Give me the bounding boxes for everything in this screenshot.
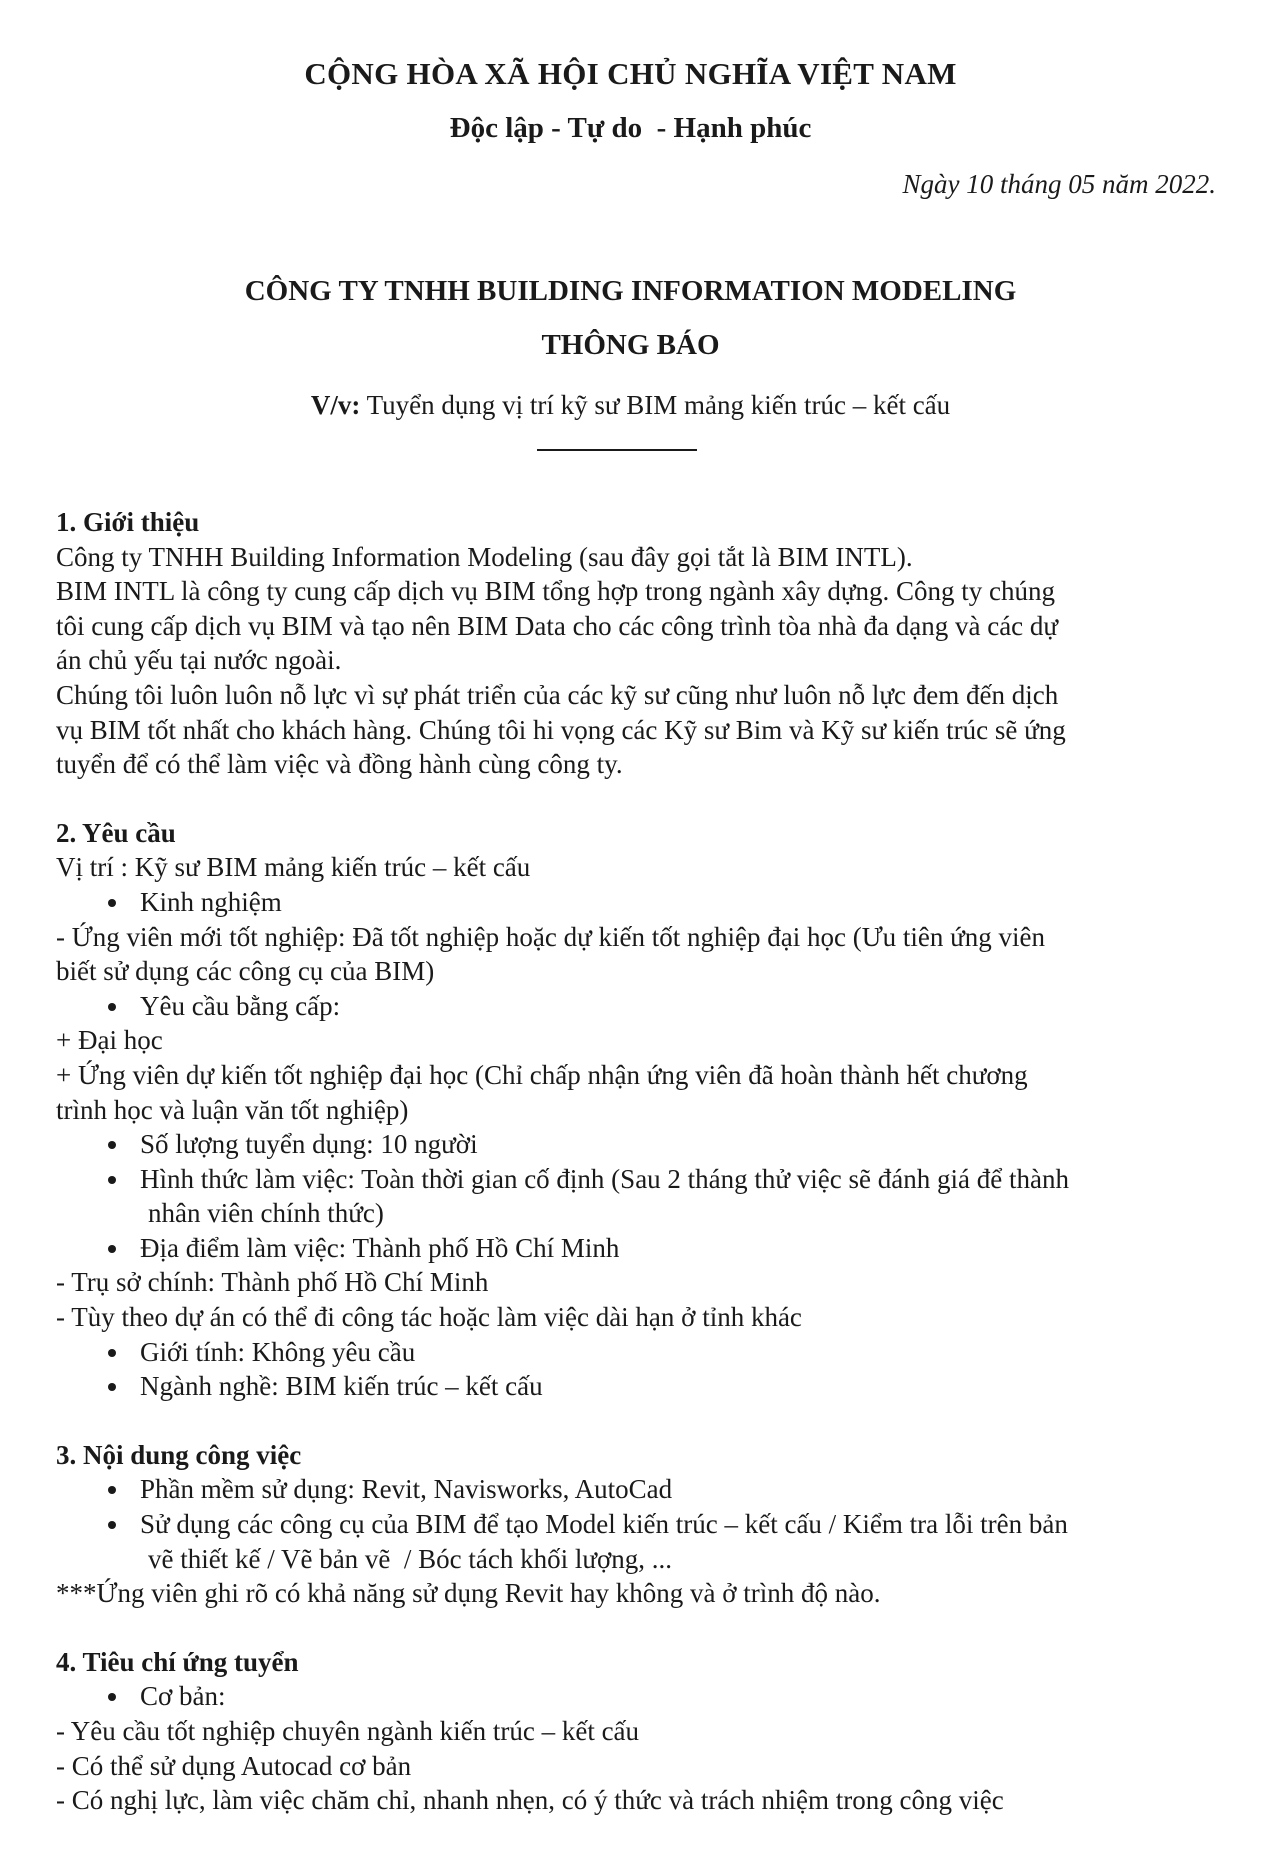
bullet-item: Yêu cầu bằng cấp: [56, 989, 1226, 1024]
paragraph-line: BIM INTL là công ty cung cấp dịch vụ BIM tổng hợp trong ngành xây dựng. Công ty chúng [56, 576, 1056, 607]
note-line: ***Ứng viên ghi rõ có khả năng sử dụng Revit hay không và ở trình độ nào. [56, 1578, 881, 1609]
bullet-item: Giới tính: Không yêu cầu [56, 1335, 1226, 1370]
bullet-item: Số lượng tuyển dụng: 10 người [56, 1127, 1226, 1162]
paragraph-line: - Có thể sử dụng Autocad cơ bản [56, 1750, 412, 1781]
bullet-item: Cơ bản: [56, 1679, 1226, 1714]
title-divider [537, 449, 697, 451]
document-body [56, 505, 1226, 1818]
paragraph-line: vụ BIM tốt nhất cho khách hàng. Chúng tôi hi vọng các Kỹ sư Bim và Kỹ sư kiến trúc sẽ ứng [56, 714, 1066, 745]
subject-text: Tuyển dụng vị trí kỹ sư BIM mảng kiến trúc – kết cấu [360, 390, 951, 420]
subject-prefix: V/v: [310, 390, 361, 420]
paragraph-line: + Đại học [56, 1025, 163, 1056]
national-motto: CỘNG HÒA XÃ HỘI CHỦ NGHĨA VIỆT NAM [304, 56, 957, 91]
bullet-item: Phần mềm sử dụng: Revit, Navisworks, AutoCad [56, 1472, 1226, 1507]
paragraph-line: Công ty TNHH Building Information Modeling (sau đây gọi tắt là BIM INTL). [56, 541, 913, 572]
bullet-list [56, 885, 1226, 920]
paragraph-line: - Tùy theo dự án có thể đi công tác hoặc làm việc dài hạn ở tỉnh khác [56, 1302, 802, 1333]
section-title-job-content: 3. Nội dung công việc [56, 1439, 302, 1470]
bullet-item: Sử dụng các công cụ của BIM để tạo Model kiến trúc – kết cấu / Kiểm tra lỗi trên bản [56, 1507, 1226, 1542]
bullet-list [56, 1127, 1226, 1196]
paragraph-line: biết sử dụng các công cụ của BIM) [56, 956, 435, 987]
company-name: CÔNG TY TNHH BUILDING INFORMATION MODELING [244, 275, 1017, 307]
paragraph-line: - Trụ sở chính: Thành phố Hồ Chí Minh [56, 1267, 489, 1298]
bullet-list [56, 1679, 1226, 1714]
section-title-criteria: 4. Tiêu chí ứng tuyển [56, 1646, 299, 1677]
document-date: Ngày 10 tháng 05 năm 2022. [902, 169, 1216, 199]
paragraph-line: - Có nghị lực, làm việc chăm chỉ, nhanh nhẹn, có ý thức và trách nhiệm trong công việc [56, 1785, 1004, 1816]
document-title: THÔNG BÁO [541, 329, 720, 361]
position-line: Vị trí : Kỹ sư BIM mảng kiến trúc – kết cấu [56, 852, 531, 883]
paragraph-line: tôi cung cấp dịch vụ BIM và tạo nên BIM Data cho các công trình tòa nhà đa dạng và các dự [56, 610, 1059, 641]
motto-subtitle: Độc lập - Tự do - Hạnh phúc [449, 112, 812, 144]
bullet-item: Hình thức làm việc: Toàn thời gian cố định (Sau 2 tháng thử việc sẽ đánh giá để thành [56, 1162, 1226, 1197]
paragraph-line: nhân viên chính thức) [148, 1198, 384, 1229]
section-title-requirements: 2. Yêu cầu [56, 817, 176, 848]
paragraph-line: + Ứng viên dự kiến tốt nghiệp đại học (Chỉ chấp nhận ứng viên đã hoàn thành hết chương [56, 1059, 1028, 1090]
bullet-item: Kinh nghiệm [56, 885, 1226, 920]
paragraph-line: - Yêu cầu tốt nghiệp chuyên ngành kiến trúc – kết cấu [56, 1716, 640, 1746]
paragraph-line: vẽ thiết kế / Vẽ bản vẽ / Bóc tách khối lượng, ... [148, 1543, 673, 1574]
bullet-list [56, 1231, 1226, 1266]
section-title-intro: 1. Giới thiệu [56, 507, 200, 537]
paragraph-line: án chủ yếu tại nước ngoài. [56, 645, 342, 676]
bullet-list [56, 1472, 1226, 1541]
bullet-item: Địa điểm làm việc: Thành phố Hồ Chí Minh [56, 1231, 1226, 1266]
bullet-list [56, 1335, 1226, 1404]
paragraph-line: trình học và luận văn tốt nghiệp) [56, 1094, 409, 1125]
document-subject [0, 390, 1261, 421]
bullet-list [56, 989, 1226, 1024]
paragraph-line: Chúng tôi luôn luôn nỗ lực vì sự phát triển của các kỹ sư cũng như luôn nỗ lực đem đến dịch [56, 679, 1059, 710]
paragraph-line: - Ứng viên mới tốt nghiệp: Đã tốt nghiệp hoặc dự kiến tốt nghiệp đại học (Ưu tiên ứng viên [56, 921, 1046, 952]
bullet-item: Ngành nghề: BIM kiến trúc – kết cấu [56, 1369, 1226, 1404]
paragraph-line: tuyển để có thể làm việc và đồng hành cùng công ty. [56, 749, 623, 780]
